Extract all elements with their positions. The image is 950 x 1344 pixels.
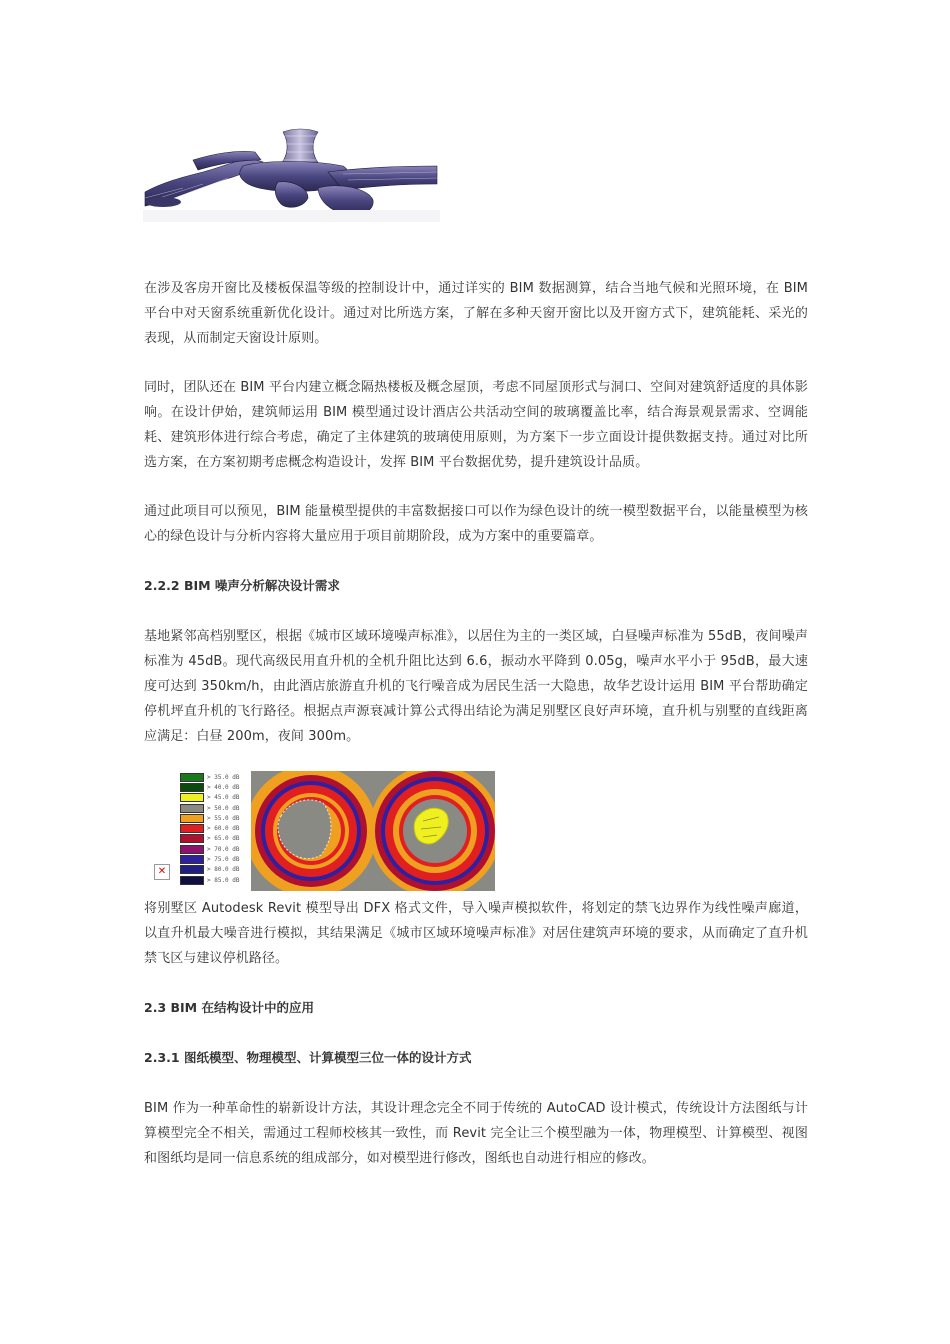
legend-item	[180, 782, 250, 792]
legend-label: > 70.0 dB	[207, 845, 240, 853]
paragraph-noise-simulation: 将别墅区 Autodesk Revit 模型导出 DFX 格式文件，导入噪声模拟软件，将划定的禁飞边界作为线性噪声廊道，以直升机最大噪音进行模拟，其结果满足《城市区域环境噪声标准》对居住建筑声环境的要求，从而确定了直升机禁飞区与建议停机路径。	[144, 901, 808, 966]
legend-item	[180, 772, 250, 782]
heading-noise-analysis: 2.2.2 BIM 噪声分析解决设计需求	[144, 578, 340, 593]
legend-label: > 65.0 dB	[207, 835, 240, 843]
broken-image-icon: ✕	[154, 864, 170, 880]
legend-label: > 85.0 dB	[207, 876, 240, 884]
legend-item	[180, 823, 250, 833]
legend-item	[180, 844, 250, 854]
legend-swatch	[180, 773, 204, 782]
legend-swatch	[180, 804, 204, 813]
noise-ring-left	[251, 771, 377, 891]
legend-swatch	[180, 845, 204, 854]
paragraph-noise-standard: 基地紧邻高档别墅区，根据《城市区域环境噪声标准》，以居住为主的一类区域，白昼噪声标准为 55dB，夜间噪声标准为 45dB。现代高级民用直升机的全机升阻比达到 6.6，振动水平降到 0.05g，噪声水平小于 95dB，最大速度可达到 350km/h，由此酒店旅游直升机的飞行噪音成为居民生活一大隐患，故华艺设计运用 BIM 平台帮助确定停机坪直升机的飞行路径。根据点声源衰减计算公式得出结论为满足别墅区良好声环境，直升机与别墅的直线距离应满足：白昼 200m，夜间 300m。	[144, 629, 808, 744]
legend-swatch	[180, 834, 204, 843]
legend-item	[180, 793, 250, 803]
noise-simulation-figure	[150, 768, 496, 892]
paragraph-skylight: 在涉及客房开窗比及楼板保温等级的控制设计中，通过详实的 BIM 数据测算，结合当地气候和光照环境，在 BIM 平台中对天窗系统重新优化设计。通过对比所选方案，了解在多种天窗开窗比以及开窗方式下，建筑能耗、采光的表现，从而制定天窗设计原则。	[144, 281, 808, 346]
legend-swatch	[180, 855, 204, 864]
legend-label: > 75.0 dB	[207, 856, 240, 864]
legend-item	[180, 865, 250, 875]
paragraph-insulation: 同时，团队还在 BIM 平台内建立概念隔热楼板及概念屋顶，考虑不同屋顶形式与洞口、空间对建筑舒适度的具体影响。在设计伊始，建筑师运用 BIM 模型通过设计酒店公共活动空间的玻璃覆盖比率，结合海景观景需求、空调能耗、建筑形体进行综合考虑，确定了主体建筑的玻璃使用原则，为方案下一步立面设计提供数据支持。通过对比所选方案，在方案初期考虑概念构造设计，发挥 BIM 平台数据优势，提升建筑设计品质。	[144, 380, 808, 470]
legend-item	[180, 854, 250, 864]
heading-three-model: 2.3.1 图纸模型、物理模型、计算模型三位一体的设计方式	[144, 1050, 472, 1065]
legend-swatch	[180, 793, 204, 802]
legend-label: > 55.0 dB	[207, 814, 240, 822]
legend-swatch	[180, 865, 204, 874]
legend-item	[180, 803, 250, 813]
legend-label: > 50.0 dB	[207, 804, 240, 812]
paragraph-revit: BIM 作为一种革命性的崭新设计方法，其设计理念完全不同于传统的 AutoCAD 设计模式，传统设计方法图纸与计算模型完全不相关，需通过工程师校核其一致性，而 Revit 完全让三个模型融为一体，物理模型、计算模型、视图和图纸均是同一信息系统的组成部分，如对模型进行修改，图纸也自动进行相应的修改。	[144, 1101, 808, 1166]
noise-legend	[180, 772, 250, 885]
legend-item	[180, 834, 250, 844]
noise-ring-right	[369, 771, 495, 891]
legend-label: > 35.0 dB	[207, 773, 240, 781]
heading-structural-design: 2.3 BIM 在结构设计中的应用	[144, 1000, 314, 1015]
noise-contour-map	[251, 771, 495, 891]
legend-label: > 45.0 dB	[207, 794, 240, 802]
legend-label: > 40.0 dB	[207, 783, 240, 791]
legend-item	[180, 813, 250, 823]
legend-swatch	[180, 824, 204, 833]
legend-swatch	[180, 783, 204, 792]
legend-swatch	[180, 876, 204, 885]
legend-swatch	[180, 814, 204, 823]
paragraph-energy-model: 通过此项目可以预见，BIM 能量模型提供的丰富数据接口可以作为绿色设计的统一模型数据平台，以能量模型为核心的绿色设计与分析内容将大量应用于项目前期阶段，成为方案中的重要篇章。	[144, 504, 808, 544]
building-model-image	[143, 122, 440, 222]
legend-label: > 80.0 dB	[207, 866, 240, 874]
legend-label: > 60.0 dB	[207, 825, 240, 833]
legend-item	[180, 875, 250, 885]
